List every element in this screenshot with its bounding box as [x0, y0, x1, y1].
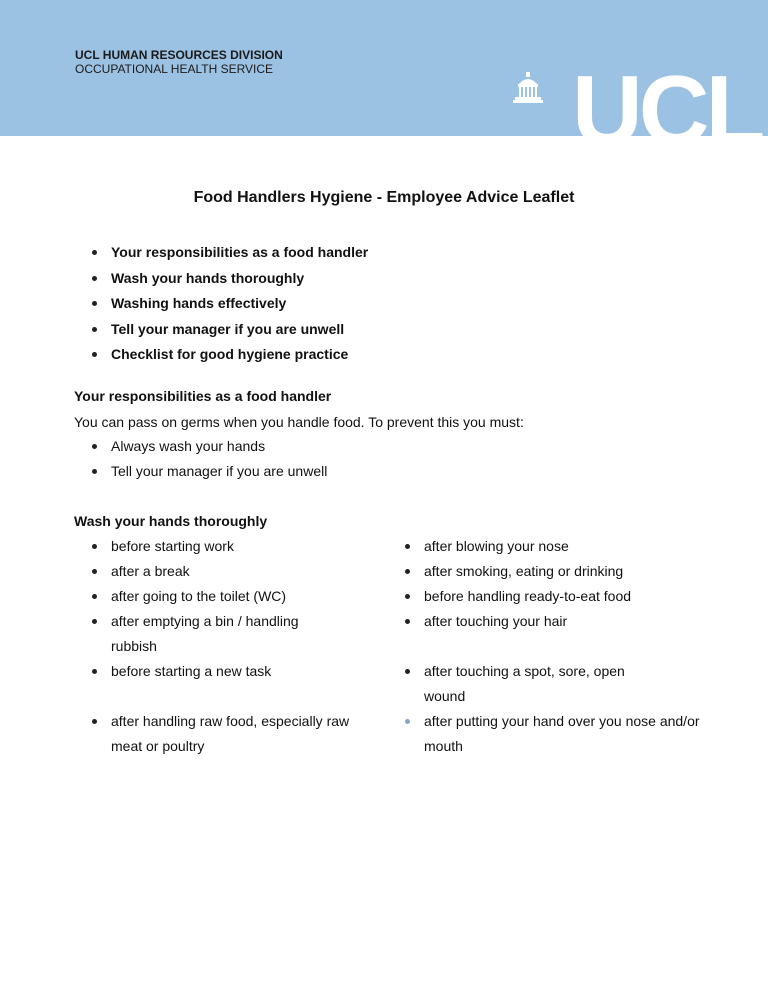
page-title: Food Handlers Hygiene - Employee Advice Leaflet: [193, 189, 575, 206]
list-item: Checklist for good hygiene practice: [92, 346, 368, 372]
bullet-icon: [92, 619, 97, 624]
responsibilities-list: [92, 438, 327, 488]
service-name: OCCUPATIONAL HEALTH SERVICE: [75, 62, 274, 76]
list-item: before starting work: [92, 534, 361, 559]
contents-list: [92, 244, 368, 372]
responsibilities-heading: Your responsibilities as a food handler: [74, 388, 332, 404]
bullet-icon: [92, 669, 97, 674]
list-item: before starting a new task: [92, 659, 361, 684]
list-item: Tell your manager if you are unwell: [92, 321, 368, 347]
bullet-icon: [405, 594, 410, 599]
list-item: after touching your hair: [405, 609, 714, 634]
bullet-icon: [92, 594, 97, 599]
list-item: after smoking, eating or drinking: [405, 559, 714, 584]
list-item: before handling ready-to-eat food: [405, 584, 714, 609]
bullet-icon: [92, 719, 97, 724]
bullet-icon: [405, 669, 410, 674]
wash-heading: Wash your hands thoroughly: [74, 513, 268, 529]
bullet-icon: [92, 444, 97, 449]
list-item: Wash your hands thoroughly: [92, 270, 368, 296]
bullet-icon: [92, 469, 97, 474]
list-item: Washing hands effectively: [92, 295, 368, 321]
bullet-icon: [92, 250, 97, 255]
organization-name: [75, 48, 283, 76]
division-name: UCL HUMAN RESOURCES DIVISION: [75, 48, 283, 62]
list-item: after a break: [92, 559, 361, 584]
list-item: after touching a spot, sore, open wound: [405, 659, 659, 709]
bullet-icon: [405, 544, 410, 549]
header-banner: [0, 0, 768, 165]
list-item: after handling raw food, especially raw meat or poultry: [92, 709, 356, 759]
bullet-icon: [405, 619, 410, 624]
ucl-building-icon: [510, 72, 546, 104]
bullet-icon: [92, 276, 97, 281]
responsibilities-intro: You can pass on germs when you handle food. To prevent this you must:: [74, 414, 524, 430]
list-item: Your responsibilities as a food handler: [92, 244, 368, 270]
bullet-icon: [92, 352, 97, 357]
bullet-icon: [405, 719, 410, 724]
ucl-logo-text: UCL: [572, 55, 762, 165]
bullet-icon: [92, 569, 97, 574]
list-item: after blowing your nose: [405, 534, 714, 559]
list-item: after going to the toilet (WC): [92, 584, 361, 609]
bullet-icon: [92, 544, 97, 549]
bullet-icon: [92, 301, 97, 306]
list-item: Always wash your hands: [92, 438, 327, 463]
list-item: after putting your hand over you nose and/or mouth: [405, 709, 714, 759]
list-item: Tell your manager if you are unwell: [92, 463, 327, 488]
bullet-icon: [405, 569, 410, 574]
bullet-icon: [92, 327, 97, 332]
list-item: after emptying a bin / handling rubbish: [92, 609, 343, 659]
